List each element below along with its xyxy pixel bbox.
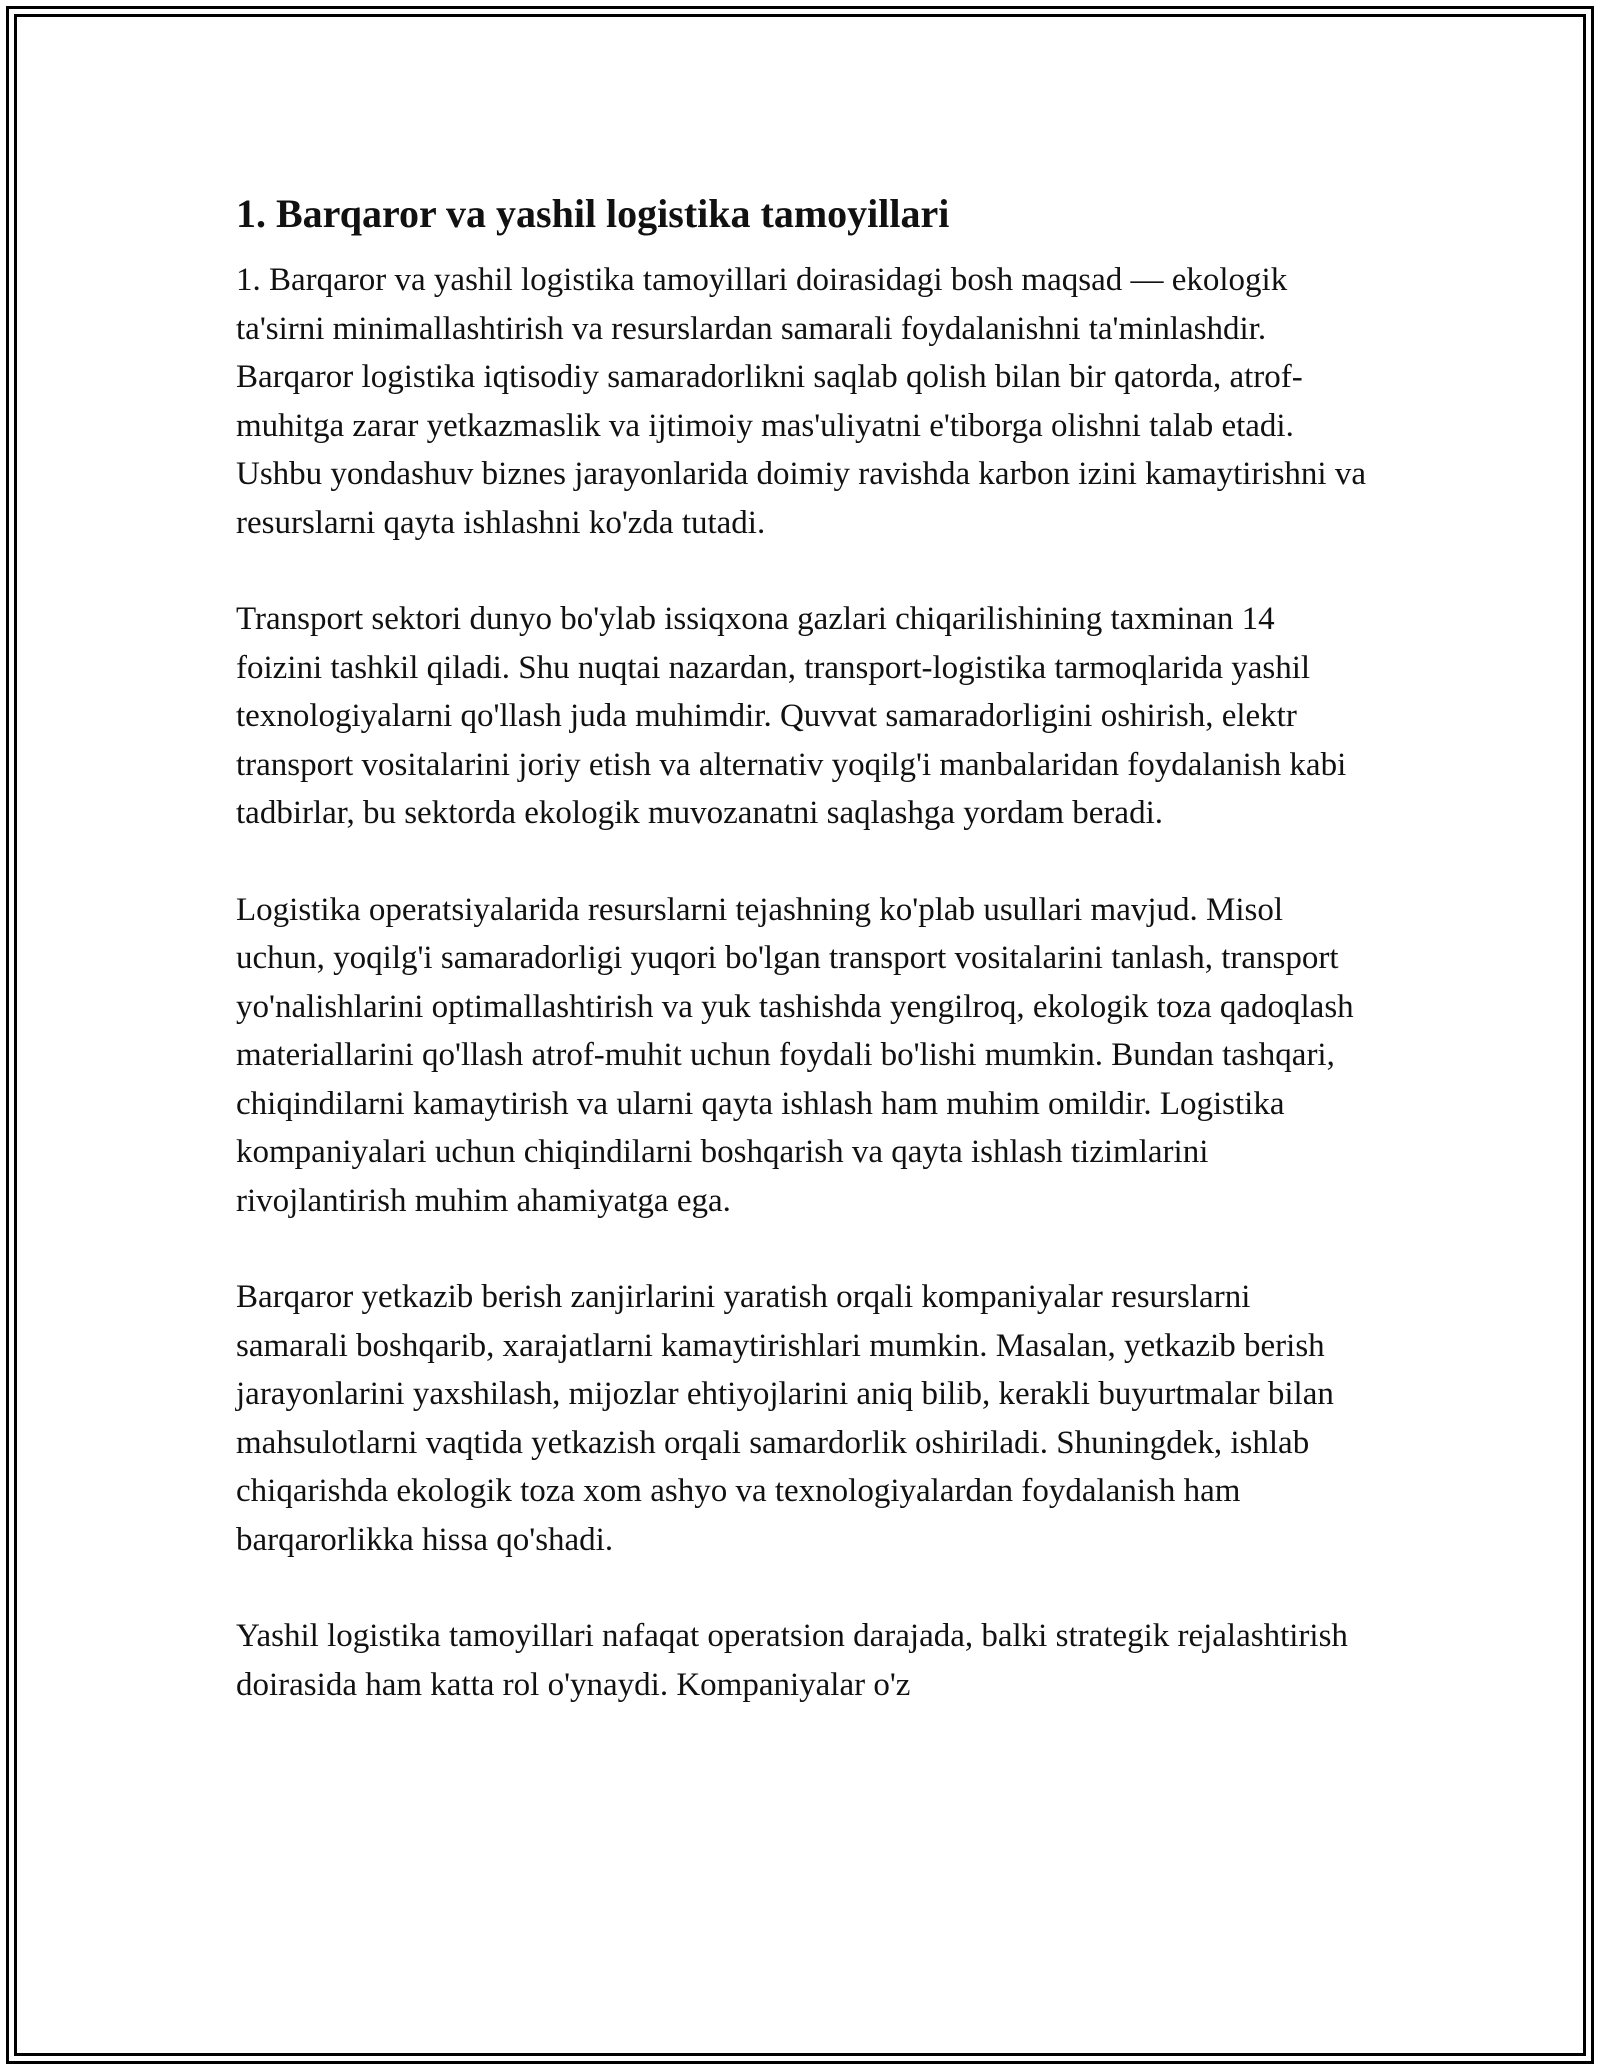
- paragraph-4: Barqaror yetkazib berish zanjirlarini yaratish orqali kompaniyalar resurslarni samarali boshqarib, xarajatlarni kamaytirishlari mumkin. Masalan, yetkazib berish jarayonlarini yaxshilash, mijozlar ehtiyojlarini aniq bilib, kerakli buyurtmalar bilan mahsulotlarni vaqtida yetkazish orqali samardorlik oshiriladi. Shuningdek, ishlab chiqarishda ekologik toza xom ashyo va texnologiyalardan foydalanish ham barqarorlikka hissa qo'shadi.: [236, 1279, 1334, 1558]
- paragraph-3: Logistika operatsiyalarida resurslarni tejashning ko'plab usullari mavjud. Misol uchun, yoqilg'i samaradorligi yuqori bo'lgan transport vositalarini tanlash, transport yo'nalishlarini optimallashtirish va yuk tashishda yengilroq, ekologik toza qadoqlash materiallarini qo'llash atrof-muhit uchun foydali bo'lishi mumkin. Bundan tashqari, chiqindilarni kamaytirish va ularni qayta ishlash ham muhim omildir. Logistika kompaniyalari uchun chiqindilarni boshqarish va qayta ishlash tizimlarini rivojlantirish muhim ahamiyatga ega.: [236, 891, 1354, 1219]
- paragraph-5: Yashil logistika tamoyillari nafaqat operatsion darajada, balki strategik rejalashtirish doirasida ham katta rol o'ynaydi. Kompaniyalar o'z: [236, 1618, 1348, 1703]
- paragraph-1: 1. Barqaror va yashil logistika tamoyillari doirasidagi bosh maqsad — ekologik ta'sirni minimallashtirish va resurslardan samarali foydalanishni ta'minlashdir. Barqaror logistika iqtisodiy samaradorlikni saqlab qolish bilan bir qatorda, atrof-muhitga zarar yetkazmaslik va ijtimoiy mas'uliyatni e'tiborga olishni talab etadi. Ushbu yondashuv biznes jarayonlarida doimiy ravishda karbon izini kamaytirishni va resurslarni qayta ishlashni ko'zda tutadi.: [236, 262, 1366, 541]
- document-body: [236, 184, 1366, 1757]
- paragraph-2: Transport sektori dunyo bo'ylab issiqxona gazlari chiqarilishining taxminan 14 foizini tashkil qiladi. Shu nuqtai nazardan, transport-logistika tarmoqlarida yashil texnologiyalarni qo'llash juda muhimdir. Quvvat samaradorligini oshirish, elektr transport vositalarini joriy etish va alternativ yoqilg'i manbalaridan foydalanish kabi tadbirlar, bu sektorda ekologik muvozanatni saqlashga yordam beradi.: [236, 601, 1347, 831]
- page-title: 1. Barqaror va yashil logistika tamoyillari: [236, 191, 950, 236]
